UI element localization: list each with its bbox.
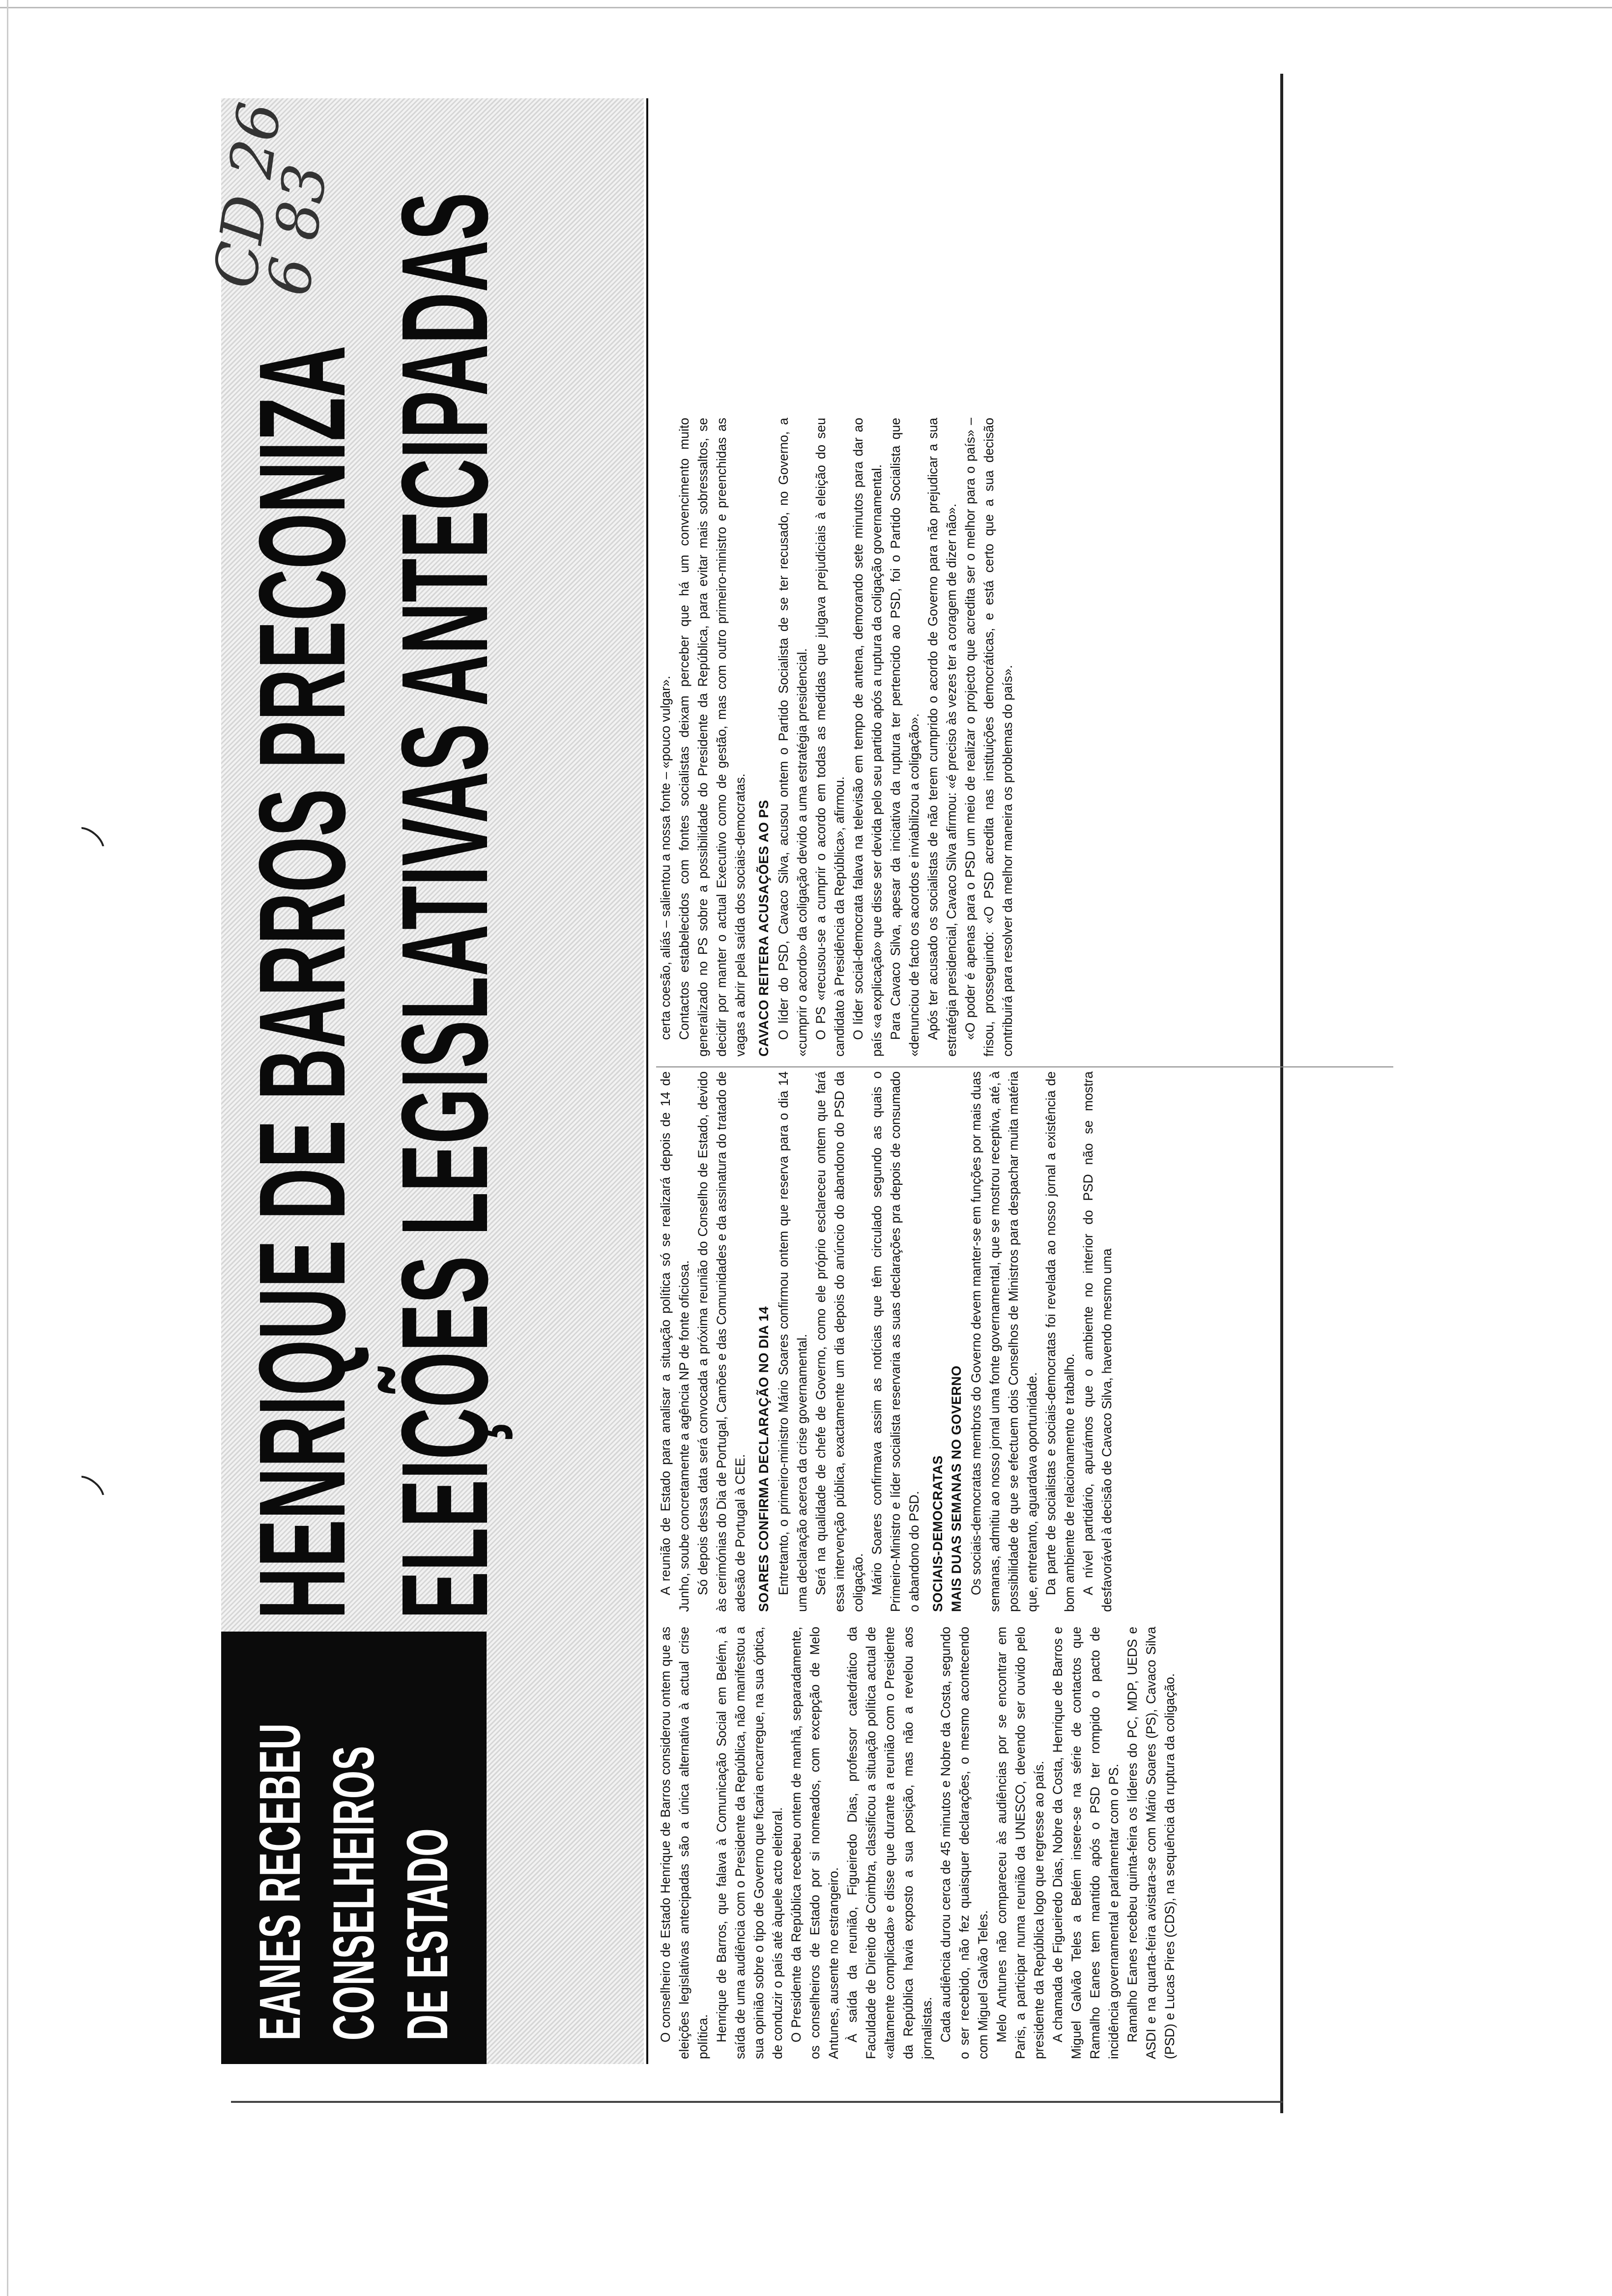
scan-smudge-1 (66, 821, 111, 864)
paragraph: O conselheiro de Estado Henrique de Barros considerou ontem que as eleições legislativas antecipadas são a única alternativa à actual crise política. (658, 1627, 710, 2059)
handwritten-annotation: CD 26 6 83 (201, 98, 341, 300)
paragraph: Melo Antunes não compareceu às audiências por se encontrar em Paris, a participar numa reunião da UNESCO, devendo ser ouvido pelo presidente da República logo que regresse ao país. (994, 1627, 1046, 2059)
subheading-mais-duas-semanas: MAIS DUAS SEMANAS NO GOVERNO (949, 1365, 964, 1612)
kicker-line-2: CONSELHEIROS (321, 1745, 386, 2040)
paragraph: Após ter acusado os socialistas de não terem cumprido o acordo de Governo para não prejudicar a sua estratégia presidencial, Cavaco Silva afirmou: «é preciso às vezes ter a coragem de dizer não». (925, 418, 959, 1057)
paragraph: Ramalho Eanes recebeu quinta-feira os líderes do PC, MDP, UEDS e ASDI e na quarta-feira avistara-se com Mário Soares (PS), Cavaco Silva (PSD) e Lucas Pires (CDS), na sequência da ruptura da coligação. (1125, 1627, 1177, 2059)
column-rule (656, 1066, 1393, 1067)
kicker-line-3: DE ESTADO (395, 1828, 460, 2040)
paragraph: Henrique de Barros, que falava à Comunicação Social em Belém, à saída de uma audiência com o Presidente da República, não manifestou a sua opinião sobre o tipo de Governo que ficaria encarregue, na sua óptica, de conduzir o país até àquele acto eleitoral. (714, 1627, 785, 2059)
headline-line-1: HENRIQUE DE BARROS PRECONIZA (233, 345, 371, 1619)
article-column-3 (656, 418, 1403, 1057)
kicker-line-1: EANES RECEBEU (248, 1722, 313, 2040)
scan-edge-top (0, 7, 1612, 8)
subheading-soares: SOARES CONFIRMA DECLARAÇÃO NO DIA 14 (756, 1306, 771, 1612)
article-column-1 (656, 1627, 1403, 2059)
subheading-cavaco: CAVACO REITERA ACUSAÇÕES AO PS (756, 800, 771, 1057)
kicker-box (221, 1632, 487, 2064)
subheading-sociais-democratas: SOCIAIS-DEMOCRATAS (930, 1455, 945, 1612)
paragraph: O PS «recusou-se a cumprir o acordo em todas as medidas que julgava prejudiciais à eleição do seu candidato à Presidência da República», afirmou. (813, 418, 847, 1057)
scan-edge-left (7, 0, 8, 2296)
paragraph: O líder social-democrata falava na televisão em tempo de antena, demorando sete minutos para dar ao país «a explicação» que disse ser devida pelo seu partido após a ruptura da coligação governamental. (851, 418, 884, 1057)
paragraph: Cada audiência durou cerca de 45 minutos e Nobre da Costa, segundo o ser recebido, não fez quaisquer declarações, o mesmo acontecendo com Miguel Galvão Teles. (938, 1627, 990, 2059)
paragraph: certa coesão, aliás – salientou a nossa fonte – «pouco vulgar». (658, 675, 673, 1040)
paragraph: Entretanto, o primeiro-ministro Mário Soares confirmou ontem que reserva para o dia 14 uma declaração acerca da crise governamental. (776, 1071, 809, 1612)
paragraph: A chamada de Figueiredo Dias, Nobre da Costa, Henrique de Barros e Miguel Galvão Teles a Belém insere-se na série de contactos que Ramalho Eanes tem mantido após o PSD ter rompido o pacto de incidência governamental e parlamentar com o PS. (1050, 1627, 1121, 2059)
paragraph: Só depois dessa data será convocada a próxima reunião do Conselho de Estado, devido às cerimónias do Dia de Portugal, Camões e das Comunidades e da assinatura do tratado de adesão de Portugal à CEE. (695, 1071, 748, 1612)
paragraph: A reunião de Estado para analisar a situação política só se realizará depois de 14 de Junho, soube concretamente a agência NP de fonte oficiosa. (658, 1071, 691, 1612)
scan-smudge-2 (66, 1470, 111, 1513)
newspaper-clipping (201, 98, 1420, 2064)
paragraph: O Presidente da República recebeu ontem de manhã, separadamente, os conselheiros de Estado por si nomeados, com excepção de Melo Antunes, ausente no estrangeiro. (789, 1627, 841, 2059)
paragraph: Da parte de socialistas e sociais-democratas foi revelada ao nosso jornal a existência de bom ambiente de relacionamento e trabalho. (1043, 1071, 1077, 1612)
paragraph: Para Cavaco Silva, apesar da iniciativa da ruptura ter pertencido ao PSD, foi o Partido Socialista que «denunciou de facto os acordos e inviabilizou a coligação». (888, 418, 921, 1057)
paragraph: À saída da reunião, Figueiredo Dias, professor catedrático da Faculdade de Direito de Coimbra, classificou a situação política actual de «altamente complicada» e disse que durante a reunião com o Presidente da República havia exposto a sua posição, mas não a revelou aos jornalistas. (845, 1627, 934, 2059)
paragraph: Os sociais-democratas membros do Governo devem manter-se em funções por mais duas semanas, admitiu ao nosso jornal uma fonte governamental, que se mostrou receptiva, até, à possibilidade de que se efectuem dois Conselhos de Ministros para despachar muita matéria que, entretanto, aguardava oportunidade. (969, 1071, 1039, 1612)
headline-bottom-rule (646, 98, 648, 2064)
paragraph: Será na qualidade de chefe de Governo, como ele próprio esclareceu ontem que fará essa intervenção pública, exactamente um dia depois do anúncio do abandono do PSD da coligação. (813, 1071, 865, 1612)
bottom-rule (231, 2101, 1283, 2103)
article-column-2 (656, 1071, 1403, 1612)
paragraph: Mário Soares confirmava assim as notícias que têm circulado segundo as quais o Primeiro-Ministro e líder socialista reservaria as suas declarações pra depois de consumado o abandono do PSD. (869, 1071, 921, 1612)
paragraph: A nível partidário, apurámos que o ambiente no interior do PSD não se mostra desfavorável à decisão de Cavaco Silva, havendo mesmo uma (1081, 1071, 1114, 1612)
headline-line-2: ELEIÇÕES LEGISLATIVAS ANTECIPADAS (376, 192, 513, 1619)
paragraph: O líder do PSD, Cavaco Silva, acusou ontem o Partido Socialista de se ter recusado, no Governo, a «cumprir o acordo» da coligação devido a uma estratégia presidencial. (776, 418, 809, 1057)
paragraph: Contactos estabelecidos com fontes socialistas deixam perceber que há um convencimento muito generalizado no PS sobre a possibilidade do Presidente da República, para evitar mais sobressaltos, se decidir por manter o actual Executivo como de gestão, mas com outro primeiro-ministro e preenchidas as vagas a abrir pela saída dos sociais-democratas. (677, 418, 748, 1057)
paragraph: «O poder é apenas para o PSD um meio de realizar o projecto que acredita ser o melhor para o país» – frisou, prosseguindo: «O PSD acredita nas instituições democráticas, e está certo que a sua decisão contribuirá para resolver da melhor maneira os problemas do país». (963, 418, 1015, 1057)
